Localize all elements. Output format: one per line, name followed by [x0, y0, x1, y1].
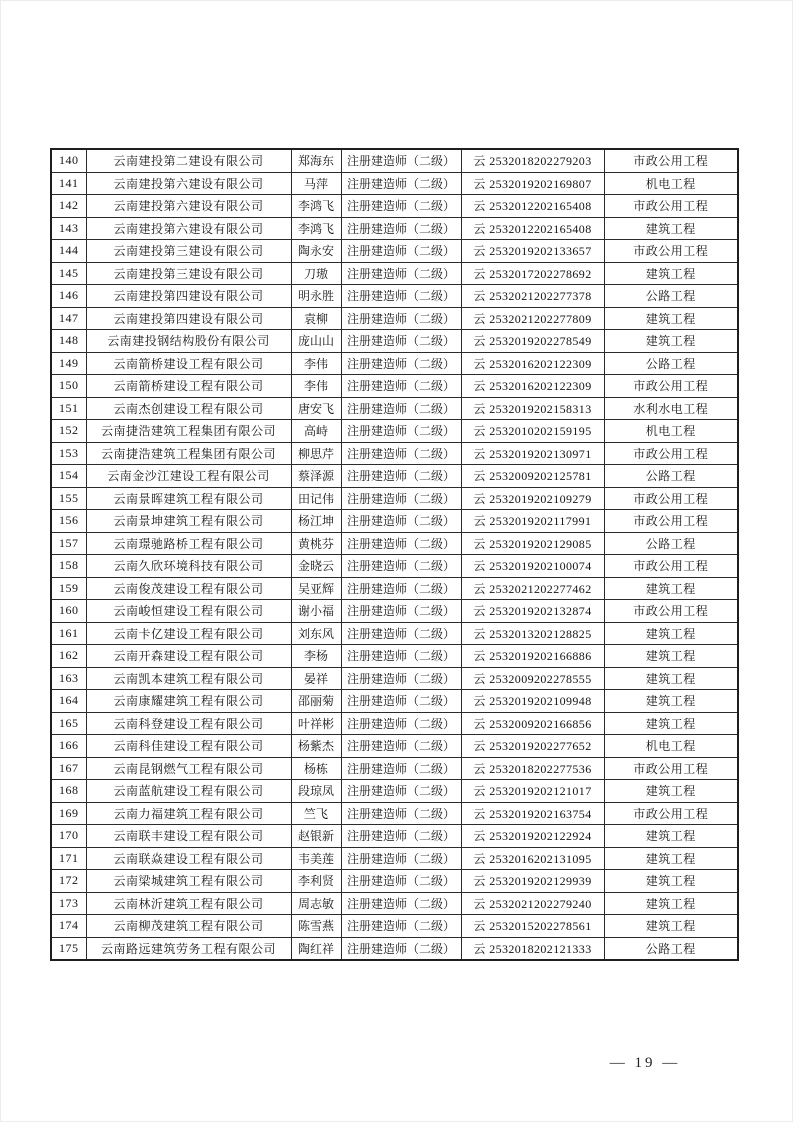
cell-serial-number: 166: [51, 735, 86, 758]
cell-company-name: 云南捷浩建筑工程集团有限公司: [86, 420, 291, 443]
cell-registration-type: 注册建造师（二级）: [341, 915, 461, 938]
cell-registration-number: 云 2532010202159195: [461, 420, 604, 443]
cell-registration-type: 注册建造师（二级）: [341, 420, 461, 443]
cell-person-name: 蔡泽源: [291, 465, 341, 488]
cell-major: 公路工程: [604, 532, 738, 555]
cell-serial-number: 147: [51, 307, 86, 330]
cell-company-name: 云南峻恒建设工程有限公司: [86, 600, 291, 623]
cell-company-name: 云南建投第三建设有限公司: [86, 262, 291, 285]
table-row: [51, 577, 738, 600]
cell-serial-number: 167: [51, 757, 86, 780]
cell-company-name: 云南景坤建筑工程有限公司: [86, 510, 291, 533]
cell-company-name: 云南建投第四建设有限公司: [86, 285, 291, 308]
cell-major: 建筑工程: [604, 262, 738, 285]
cell-registration-number: 云 2532019202122924: [461, 825, 604, 848]
cell-registration-type: 注册建造师（二级）: [341, 172, 461, 195]
cell-major: 市政公用工程: [604, 510, 738, 533]
cell-person-name: 杨江坤: [291, 510, 341, 533]
table-row: [51, 892, 738, 915]
table-row: [51, 690, 738, 713]
cell-company-name: 云南卡亿建设工程有限公司: [86, 622, 291, 645]
cell-company-name: 云南捷浩建筑工程集团有限公司: [86, 442, 291, 465]
cell-company-name: 云南康耀建筑工程有限公司: [86, 690, 291, 713]
cell-major: 建筑工程: [604, 217, 738, 240]
cell-registration-number: 云 2532012202165408: [461, 217, 604, 240]
cell-registration-number: 云 2532009202166856: [461, 712, 604, 735]
cell-major: 机电工程: [604, 735, 738, 758]
cell-serial-number: 152: [51, 420, 86, 443]
cell-company-name: 云南建投第二建设有限公司: [86, 149, 291, 172]
cell-person-name: 庞山山: [291, 330, 341, 353]
cell-serial-number: 172: [51, 870, 86, 893]
cell-serial-number: 170: [51, 825, 86, 848]
table-row: [51, 712, 738, 735]
cell-registration-number: 云 2532016202131095: [461, 847, 604, 870]
cell-serial-number: 164: [51, 690, 86, 713]
cell-registration-number: 云 2532013202128825: [461, 622, 604, 645]
cell-serial-number: 143: [51, 217, 86, 240]
cell-serial-number: 168: [51, 780, 86, 803]
cell-registration-type: 注册建造师（二级）: [341, 847, 461, 870]
table-row: [51, 195, 738, 218]
cell-person-name: 金晓云: [291, 555, 341, 578]
cell-registration-type: 注册建造师（二级）: [341, 487, 461, 510]
cell-major: 建筑工程: [604, 892, 738, 915]
cell-company-name: 云南昆钢燃气工程有限公司: [86, 757, 291, 780]
table-row: [51, 735, 738, 758]
cell-major: 公路工程: [604, 465, 738, 488]
cell-person-name: 袁柳: [291, 307, 341, 330]
cell-major: 市政公用工程: [604, 442, 738, 465]
cell-registration-number: 云 2532018202121333: [461, 937, 604, 960]
cell-person-name: 周志敏: [291, 892, 341, 915]
cell-serial-number: 149: [51, 352, 86, 375]
cell-person-name: 刀璈: [291, 262, 341, 285]
cell-serial-number: 155: [51, 487, 86, 510]
cell-serial-number: 157: [51, 532, 86, 555]
cell-registration-number: 云 2532019202117991: [461, 510, 604, 533]
cell-registration-type: 注册建造师（二级）: [341, 757, 461, 780]
table-row: [51, 555, 738, 578]
cell-registration-number: 云 2532021202279240: [461, 892, 604, 915]
cell-major: 建筑工程: [604, 847, 738, 870]
cell-major: 建筑工程: [604, 622, 738, 645]
cell-person-name: 马萍: [291, 172, 341, 195]
cell-company-name: 云南金沙江建设工程有限公司: [86, 465, 291, 488]
cell-major: 机电工程: [604, 420, 738, 443]
cell-person-name: 柳思芹: [291, 442, 341, 465]
cell-serial-number: 144: [51, 240, 86, 263]
cell-registration-type: 注册建造师（二级）: [341, 802, 461, 825]
table-row: [51, 847, 738, 870]
cell-registration-number: 云 2532012202165408: [461, 195, 604, 218]
cell-company-name: 云南建投第六建设有限公司: [86, 217, 291, 240]
table-row: [51, 622, 738, 645]
cell-person-name: 李鸿飞: [291, 195, 341, 218]
table-row: [51, 375, 738, 398]
table-row: [51, 217, 738, 240]
cell-registration-type: 注册建造师（二级）: [341, 352, 461, 375]
cell-serial-number: 163: [51, 667, 86, 690]
cell-company-name: 云南力福建筑工程有限公司: [86, 802, 291, 825]
cell-major: 机电工程: [604, 172, 738, 195]
cell-company-name: 云南科佳建设工程有限公司: [86, 735, 291, 758]
cell-person-name: 高峙: [291, 420, 341, 443]
table-row: [51, 870, 738, 893]
table-row: [51, 285, 738, 308]
cell-person-name: 邵丽菊: [291, 690, 341, 713]
table-row: [51, 307, 738, 330]
cell-company-name: 云南柳茂建筑工程有限公司: [86, 915, 291, 938]
registration-table: [50, 148, 739, 961]
cell-serial-number: 145: [51, 262, 86, 285]
cell-registration-number: 云 2532019202132874: [461, 600, 604, 623]
table-row: [51, 149, 738, 172]
cell-registration-type: 注册建造师（二级）: [341, 442, 461, 465]
cell-registration-number: 云 2532016202122309: [461, 352, 604, 375]
table-row: [51, 937, 738, 960]
cell-registration-number: 云 2532019202169807: [461, 172, 604, 195]
cell-person-name: 田记伟: [291, 487, 341, 510]
cell-registration-type: 注册建造师（二级）: [341, 262, 461, 285]
cell-registration-type: 注册建造师（二级）: [341, 937, 461, 960]
cell-person-name: 晏祥: [291, 667, 341, 690]
cell-serial-number: 141: [51, 172, 86, 195]
cell-major: 市政公用工程: [604, 149, 738, 172]
cell-registration-number: 云 2532009202278555: [461, 667, 604, 690]
cell-company-name: 云南梁城建筑工程有限公司: [86, 870, 291, 893]
table-row: [51, 510, 738, 533]
cell-registration-number: 云 2532015202278561: [461, 915, 604, 938]
cell-major: 建筑工程: [604, 915, 738, 938]
table-row: [51, 465, 738, 488]
table-row: [51, 825, 738, 848]
cell-company-name: 云南开森建设工程有限公司: [86, 645, 291, 668]
cell-registration-type: 注册建造师（二级）: [341, 690, 461, 713]
table-row: [51, 915, 738, 938]
cell-registration-type: 注册建造师（二级）: [341, 510, 461, 533]
cell-person-name: 李伟: [291, 375, 341, 398]
cell-company-name: 云南杰创建设工程有限公司: [86, 397, 291, 420]
cell-registration-number: 云 2532019202166886: [461, 645, 604, 668]
cell-company-name: 云南建投第六建设有限公司: [86, 195, 291, 218]
cell-major: 市政公用工程: [604, 757, 738, 780]
cell-major: 建筑工程: [604, 667, 738, 690]
cell-major: 建筑工程: [604, 712, 738, 735]
cell-serial-number: 142: [51, 195, 86, 218]
cell-registration-type: 注册建造师（二级）: [341, 555, 461, 578]
cell-company-name: 云南箭桥建设工程有限公司: [86, 375, 291, 398]
cell-major: 建筑工程: [604, 690, 738, 713]
cell-major: 公路工程: [604, 285, 738, 308]
cell-major: 市政公用工程: [604, 802, 738, 825]
table-row: [51, 487, 738, 510]
table-row: [51, 802, 738, 825]
cell-major: 市政公用工程: [604, 240, 738, 263]
cell-person-name: 郑海东: [291, 149, 341, 172]
table-row: [51, 240, 738, 263]
cell-company-name: 云南建投第四建设有限公司: [86, 307, 291, 330]
table-row: [51, 600, 738, 623]
table-row: [51, 645, 738, 668]
cell-serial-number: 159: [51, 577, 86, 600]
cell-person-name: 黄桃芬: [291, 532, 341, 555]
cell-person-name: 李鸿飞: [291, 217, 341, 240]
cell-serial-number: 175: [51, 937, 86, 960]
cell-registration-type: 注册建造师（二级）: [341, 532, 461, 555]
table-row: [51, 420, 738, 443]
cell-serial-number: 171: [51, 847, 86, 870]
cell-registration-type: 注册建造师（二级）: [341, 622, 461, 645]
cell-person-name: 陶永安: [291, 240, 341, 263]
cell-major: 水利水电工程: [604, 397, 738, 420]
cell-person-name: 李杨: [291, 645, 341, 668]
cell-person-name: 刘东风: [291, 622, 341, 645]
cell-serial-number: 154: [51, 465, 86, 488]
cell-serial-number: 151: [51, 397, 86, 420]
cell-major: 市政公用工程: [604, 600, 738, 623]
cell-person-name: 陶红祥: [291, 937, 341, 960]
cell-company-name: 云南建投第六建设有限公司: [86, 172, 291, 195]
cell-registration-number: 云 2532019202130971: [461, 442, 604, 465]
cell-serial-number: 174: [51, 915, 86, 938]
cell-major: 建筑工程: [604, 330, 738, 353]
table-row: [51, 667, 738, 690]
cell-company-name: 云南林沂建筑工程有限公司: [86, 892, 291, 915]
table-row: [51, 442, 738, 465]
cell-major: 市政公用工程: [604, 487, 738, 510]
cell-company-name: 云南路远建筑劳务工程有限公司: [86, 937, 291, 960]
cell-person-name: 赵银新: [291, 825, 341, 848]
table-row: [51, 172, 738, 195]
cell-registration-type: 注册建造师（二级）: [341, 240, 461, 263]
cell-person-name: 唐安飞: [291, 397, 341, 420]
cell-serial-number: 165: [51, 712, 86, 735]
cell-registration-number: 云 2532019202109279: [461, 487, 604, 510]
cell-registration-number: 云 2532019202133657: [461, 240, 604, 263]
cell-serial-number: 140: [51, 149, 86, 172]
cell-person-name: 段琼凤: [291, 780, 341, 803]
cell-person-name: 谢小福: [291, 600, 341, 623]
cell-registration-type: 注册建造师（二级）: [341, 780, 461, 803]
cell-major: 建筑工程: [604, 780, 738, 803]
cell-registration-number: 云 2532019202163754: [461, 802, 604, 825]
cell-major: 建筑工程: [604, 825, 738, 848]
cell-company-name: 云南蓝航建设工程有限公司: [86, 780, 291, 803]
cell-registration-number: 云 2532019202100074: [461, 555, 604, 578]
cell-registration-number: 云 2532021202277809: [461, 307, 604, 330]
cell-registration-number: 云 2532017202278692: [461, 262, 604, 285]
cell-company-name: 云南建投第三建设有限公司: [86, 240, 291, 263]
cell-registration-type: 注册建造师（二级）: [341, 712, 461, 735]
table-row: [51, 532, 738, 555]
cell-registration-type: 注册建造师（二级）: [341, 397, 461, 420]
page-number: — 19 —: [609, 1055, 681, 1071]
cell-registration-number: 云 2532019202129939: [461, 870, 604, 893]
cell-serial-number: 161: [51, 622, 86, 645]
cell-serial-number: 150: [51, 375, 86, 398]
cell-person-name: 明永胜: [291, 285, 341, 308]
cell-major: 市政公用工程: [604, 375, 738, 398]
cell-registration-number: 云 2532016202122309: [461, 375, 604, 398]
table-row: [51, 262, 738, 285]
cell-registration-type: 注册建造师（二级）: [341, 330, 461, 353]
cell-company-name: 云南久欣环境科技有限公司: [86, 555, 291, 578]
cell-registration-type: 注册建造师（二级）: [341, 735, 461, 758]
table-row: [51, 397, 738, 420]
cell-major: 市政公用工程: [604, 195, 738, 218]
cell-person-name: 陈雪燕: [291, 915, 341, 938]
cell-major: 建筑工程: [604, 645, 738, 668]
cell-registration-number: 云 2532009202125781: [461, 465, 604, 488]
cell-company-name: 云南凯本建筑工程有限公司: [86, 667, 291, 690]
cell-registration-number: 云 2532018202277536: [461, 757, 604, 780]
cell-registration-type: 注册建造师（二级）: [341, 600, 461, 623]
cell-registration-type: 注册建造师（二级）: [341, 217, 461, 240]
cell-registration-type: 注册建造师（二级）: [341, 645, 461, 668]
cell-registration-number: 云 2532019202121017: [461, 780, 604, 803]
cell-registration-type: 注册建造师（二级）: [341, 195, 461, 218]
cell-major: 建筑工程: [604, 577, 738, 600]
cell-serial-number: 156: [51, 510, 86, 533]
cell-registration-type: 注册建造师（二级）: [341, 825, 461, 848]
cell-serial-number: 153: [51, 442, 86, 465]
cell-registration-type: 注册建造师（二级）: [341, 149, 461, 172]
cell-registration-type: 注册建造师（二级）: [341, 465, 461, 488]
cell-registration-type: 注册建造师（二级）: [341, 577, 461, 600]
table-body: [51, 149, 738, 960]
cell-person-name: 竺飞: [291, 802, 341, 825]
table-row: [51, 780, 738, 803]
cell-registration-type: 注册建造师（二级）: [341, 307, 461, 330]
cell-serial-number: 173: [51, 892, 86, 915]
cell-serial-number: 146: [51, 285, 86, 308]
cell-person-name: 李利贤: [291, 870, 341, 893]
cell-major: 公路工程: [604, 937, 738, 960]
cell-person-name: 叶祥彬: [291, 712, 341, 735]
table-row: [51, 330, 738, 353]
cell-company-name: 云南建投钢结构股份有限公司: [86, 330, 291, 353]
cell-serial-number: 158: [51, 555, 86, 578]
cell-registration-number: 云 2532019202278549: [461, 330, 604, 353]
cell-registration-type: 注册建造师（二级）: [341, 375, 461, 398]
cell-registration-type: 注册建造师（二级）: [341, 892, 461, 915]
cell-major: 市政公用工程: [604, 555, 738, 578]
cell-company-name: 云南科登建设工程有限公司: [86, 712, 291, 735]
cell-person-name: 吴亚辉: [291, 577, 341, 600]
cell-registration-number: 云 2532019202158313: [461, 397, 604, 420]
cell-registration-type: 注册建造师（二级）: [341, 870, 461, 893]
cell-registration-number: 云 2532019202129085: [461, 532, 604, 555]
cell-serial-number: 148: [51, 330, 86, 353]
cell-person-name: 韦美莲: [291, 847, 341, 870]
cell-registration-number: 云 2532019202277652: [461, 735, 604, 758]
cell-major: 建筑工程: [604, 307, 738, 330]
cell-company-name: 云南箭桥建设工程有限公司: [86, 352, 291, 375]
table-row: [51, 352, 738, 375]
cell-registration-number: 云 2532021202277462: [461, 577, 604, 600]
cell-registration-type: 注册建造师（二级）: [341, 285, 461, 308]
cell-company-name: 云南联丰建设工程有限公司: [86, 825, 291, 848]
table-row: [51, 757, 738, 780]
cell-registration-number: 云 2532021202277378: [461, 285, 604, 308]
cell-company-name: 云南联焱建设工程有限公司: [86, 847, 291, 870]
cell-company-name: 云南俊茂建设工程有限公司: [86, 577, 291, 600]
cell-registration-type: 注册建造师（二级）: [341, 667, 461, 690]
cell-major: 建筑工程: [604, 870, 738, 893]
cell-serial-number: 169: [51, 802, 86, 825]
cell-person-name: 杨紫杰: [291, 735, 341, 758]
cell-company-name: 云南景晖建筑工程有限公司: [86, 487, 291, 510]
cell-person-name: 杨栋: [291, 757, 341, 780]
cell-major: 公路工程: [604, 352, 738, 375]
cell-registration-number: 云 2532019202109948: [461, 690, 604, 713]
cell-person-name: 李伟: [291, 352, 341, 375]
cell-company-name: 云南璟驰路桥工程有限公司: [86, 532, 291, 555]
cell-serial-number: 162: [51, 645, 86, 668]
cell-serial-number: 160: [51, 600, 86, 623]
cell-registration-number: 云 2532018202279203: [461, 149, 604, 172]
